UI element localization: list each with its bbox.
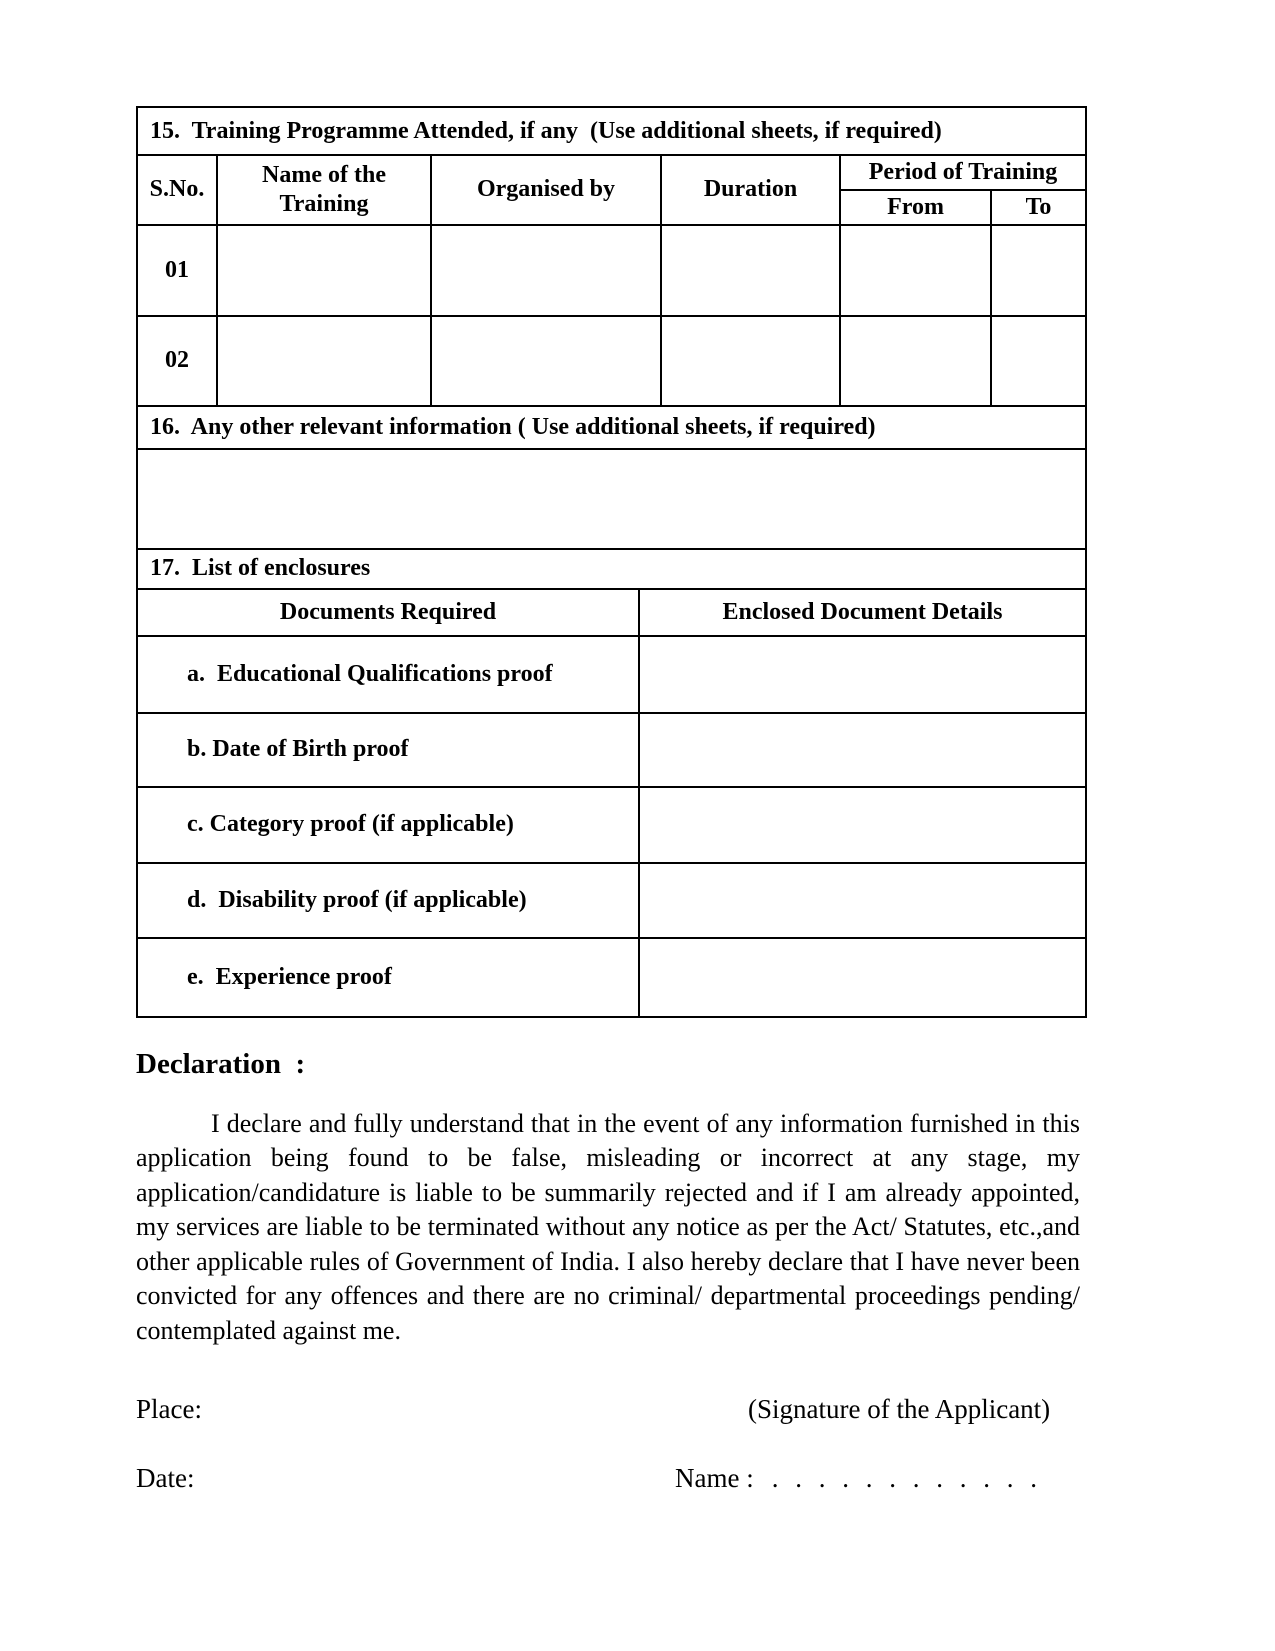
cell-period-from: [840, 316, 991, 406]
col-header-to: To: [991, 190, 1086, 225]
enclosure-row-a: [137, 636, 1086, 713]
row-number: 01: [137, 225, 217, 316]
cell-period-to: [991, 225, 1086, 316]
enclosed-detail-cell: [639, 636, 1086, 713]
col-header-training-name: Name of the Training: [217, 155, 431, 225]
document-required-label: d. Disability proof (if applicable): [137, 863, 639, 938]
date-label: Date:: [136, 1463, 195, 1494]
enclosure-row-b: [137, 713, 1086, 787]
document-required-label: c. Category proof (if applicable): [137, 787, 639, 863]
cell-period-from: [840, 225, 991, 316]
training-row-02: [137, 316, 1086, 406]
name-label: Name :: [675, 1463, 754, 1494]
declaration-heading: Declaration :: [136, 1047, 306, 1080]
col-header-from: From: [840, 190, 991, 225]
enclosed-detail-cell: [639, 863, 1086, 938]
col-header-duration: Duration: [661, 155, 840, 225]
other-information-table: [136, 405, 1087, 550]
enclosures-table: [136, 548, 1087, 1018]
place-signature-line: [136, 1394, 1085, 1428]
col-header-period-of-training: Period of Training: [840, 155, 1086, 190]
section-16-title: 16. Any other relevant information ( Use additional sheets, if required): [137, 406, 1086, 449]
col-header-organised-by: Organised by: [431, 155, 661, 225]
enclosed-detail-cell: [639, 938, 1086, 1017]
cell-organised-by: [431, 225, 661, 316]
form-content: [136, 106, 1085, 1497]
document-required-label: b. Date of Birth proof: [137, 713, 639, 787]
cell-organised-by: [431, 316, 661, 406]
cell-duration: [661, 225, 840, 316]
section-17-title: 17. List of enclosures: [137, 549, 1086, 589]
enclosure-row-d: [137, 863, 1086, 938]
training-programme-table: [136, 106, 1087, 407]
enclosed-detail-cell: [639, 787, 1086, 863]
name-field: [675, 1463, 1037, 1494]
cell-duration: [661, 316, 840, 406]
enclosure-row-c: [137, 787, 1086, 863]
enclosure-row-e: [137, 938, 1086, 1017]
col-header-sno: S.No.: [137, 155, 217, 225]
training-row-01: [137, 225, 1086, 316]
signature-of-applicant-label: (Signature of the Applicant): [748, 1394, 1051, 1425]
date-name-line: [136, 1463, 1085, 1497]
cell-training-name: [217, 316, 431, 406]
section-15-title: 15. Training Programme Attended, if any (Use additional sheets, if required): [137, 107, 1086, 155]
cell-training-name: [217, 225, 431, 316]
col-header-enclosed-document-details: Enclosed Document Details: [639, 589, 1086, 636]
place-label: Place:: [136, 1394, 202, 1425]
cell-period-to: [991, 316, 1086, 406]
enclosed-detail-cell: [639, 713, 1086, 787]
declaration-paragraph: I declare and fully understand that in the event of any information furnished in this application being found to be false, misleading or incorrect at any stage, my application/candidature is liable to be summarily rejected and if I am already appointed, my services are liable to be terminated without any notice as per the Act/ Statutes, etc.,and other applicable rules of Government of India. I also hereby declare that I have never been convicted for any offences and there are no criminal/ departmental proceedings pending/ contemplated against me.: [136, 1108, 1080, 1345]
document-required-label: a. Educational Qualifications proof: [137, 636, 639, 713]
document-required-label: e. Experience proof: [137, 938, 639, 1017]
other-information-cell: [137, 449, 1086, 549]
col-header-documents-required: Documents Required: [137, 589, 639, 636]
row-number: 02: [137, 316, 217, 406]
name-dotted-line: . . . . . . . . . . . .: [771, 1463, 1037, 1494]
